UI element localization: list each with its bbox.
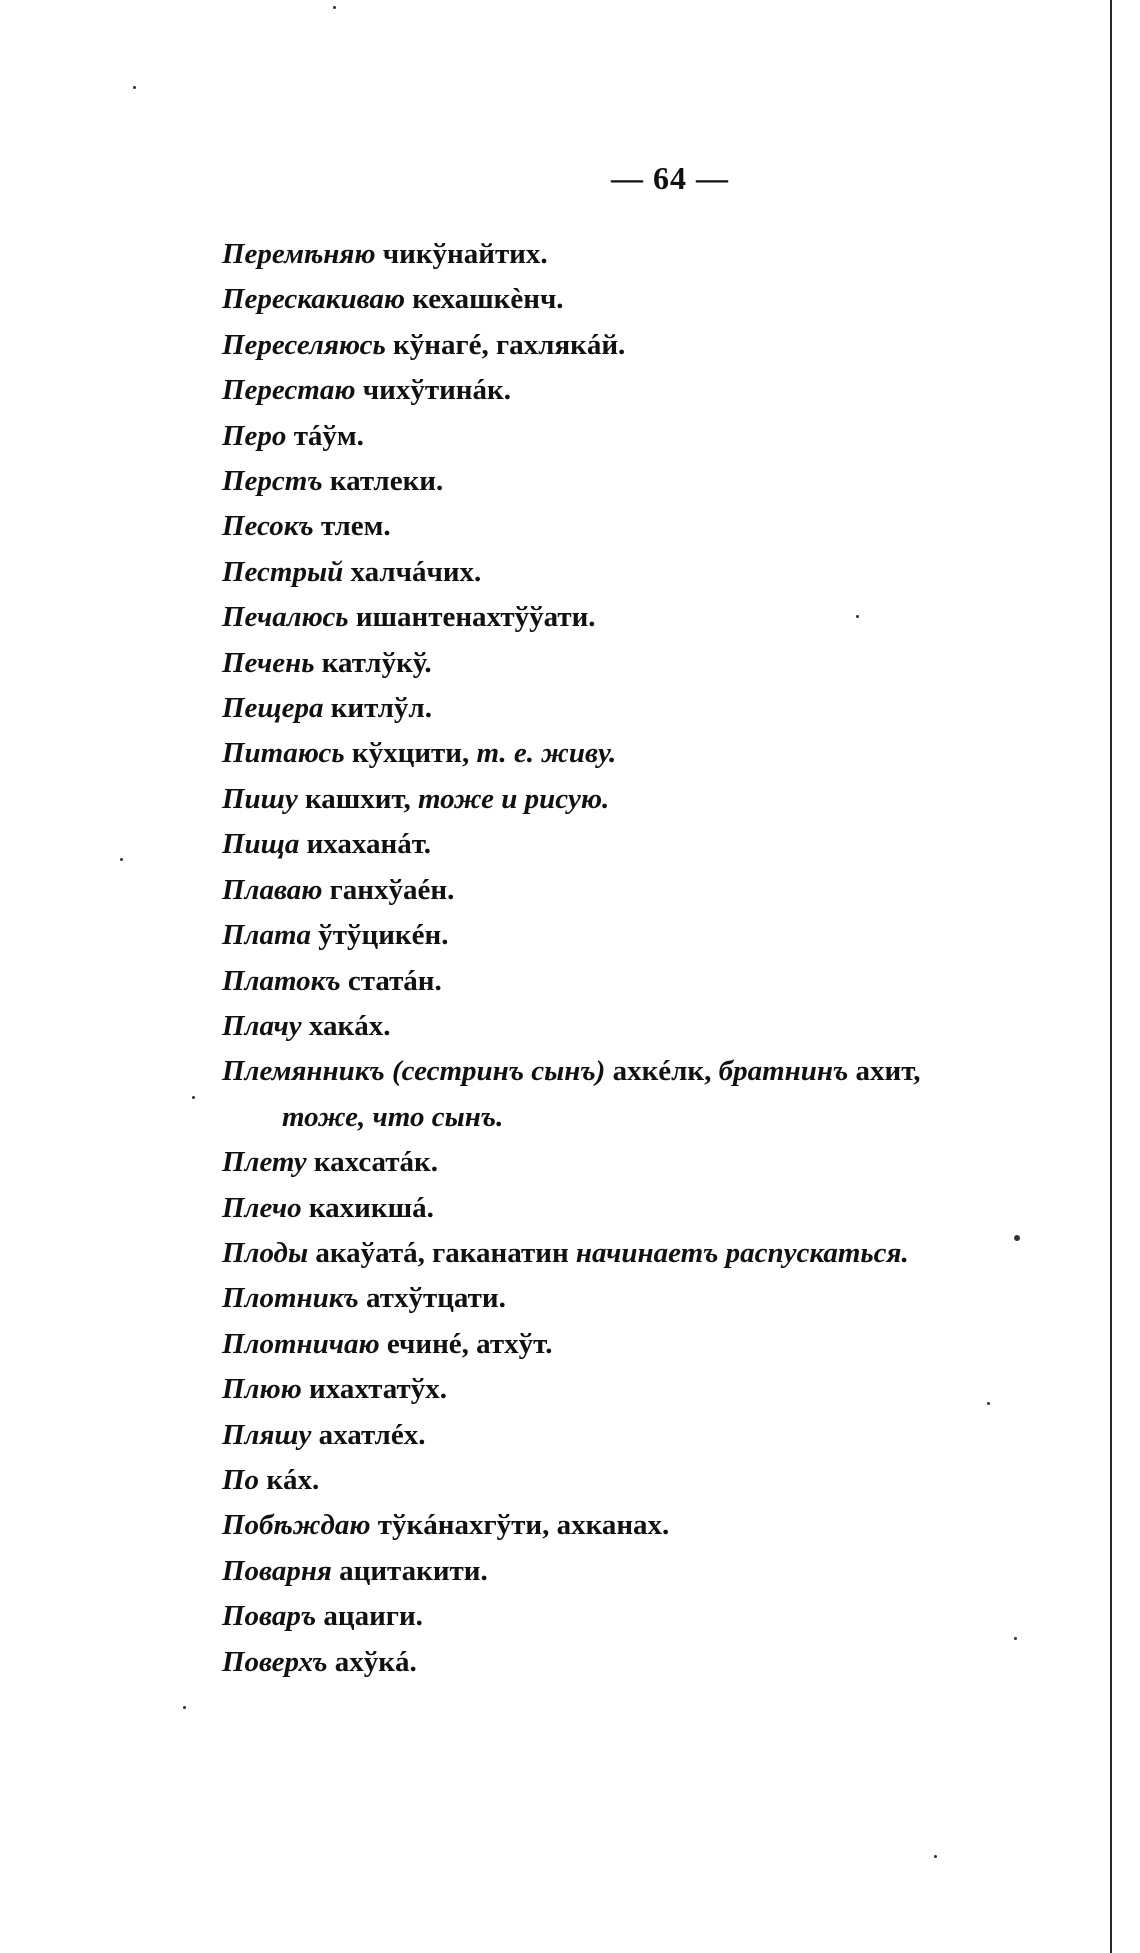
dictionary-entry: [222, 323, 1092, 368]
entry-headword: Печалюсь: [222, 601, 349, 634]
entry-note: братнинъ: [718, 1055, 849, 1088]
entry-translation: кахсатáк.: [306, 1146, 439, 1179]
entry-headword: Поваръ: [222, 1600, 317, 1633]
entry-headword: Пища: [222, 828, 300, 861]
page-edge-line: [1110, 0, 1112, 1953]
dictionary-entry: [222, 1231, 1092, 1276]
dictionary-entry: [222, 1549, 1092, 1594]
page-number: — 64 —: [611, 160, 729, 196]
dictionary-entry: [222, 822, 1092, 867]
entry-translation: ахатлéх.: [311, 1418, 426, 1451]
entry-parenthetical: (сестринъ сынъ): [384, 1055, 606, 1088]
scan-speck: [120, 858, 123, 861]
dictionary-entry: [222, 1140, 1092, 1185]
entry-translation: кашхит,: [297, 782, 418, 815]
dictionary-entry: [222, 232, 1092, 277]
dictionary-entry: [222, 504, 1092, 549]
entry-headword: Песокъ: [222, 510, 314, 543]
entry-translation: тáўм.: [286, 419, 364, 452]
dictionary-entry: [222, 595, 1092, 640]
entry-translation: ганхўаéн.: [322, 873, 455, 906]
entry-translation: ахўкá.: [327, 1645, 417, 1678]
dictionary-entry: [222, 1276, 1092, 1321]
entry-headword: Перо: [222, 419, 287, 452]
entry-headword: Плачу: [222, 1009, 302, 1042]
dictionary-entry: [222, 1004, 1092, 1049]
entry-note: т. е. живу.: [476, 737, 617, 770]
dictionary-entry: [222, 368, 1092, 413]
entry-headword: Плата: [222, 919, 311, 952]
dictionary-entry: [222, 1322, 1092, 1367]
entry-translation: ахкéлк,: [605, 1055, 719, 1088]
dictionary-entry: [222, 686, 1092, 731]
dictionary-entry: [222, 1095, 1092, 1140]
entry-headword: По: [222, 1463, 260, 1496]
entry-translation: халчáчих.: [343, 555, 482, 588]
entry-translation: ихахтатўх.: [301, 1373, 447, 1406]
entry-headword: Платокъ: [222, 964, 341, 997]
entry-translation: катлеки.: [322, 465, 444, 498]
scan-speck: [192, 1096, 195, 1099]
entry-headword: Перемѣняю: [222, 238, 376, 270]
dictionary-entry: [222, 777, 1092, 822]
entry-headword: Пишу: [222, 782, 298, 815]
scan-speck: [333, 6, 336, 9]
entry-translation: ўтўцикéн.: [311, 919, 449, 952]
scan-speck: [183, 1706, 186, 1709]
dictionary-entry: [222, 1458, 1092, 1503]
scan-speck: [934, 1855, 937, 1858]
entry-note: тоже, что сынъ.: [282, 1100, 504, 1133]
dictionary-entry: [222, 1367, 1092, 1412]
dictionary-entry: [222, 913, 1092, 958]
scan-speck: [1014, 1637, 1017, 1640]
entry-translation: атхўтцати.: [358, 1282, 506, 1315]
dictionary-entries: [222, 232, 1092, 1685]
dictionary-entry: [222, 1049, 1092, 1094]
entry-translation: кахикшá.: [301, 1191, 434, 1224]
entry-translation: акаўатá, гаканатин: [308, 1236, 576, 1269]
dictionary-entry: [222, 731, 1092, 776]
dictionary-entry: [222, 868, 1092, 913]
entry-headword: Переселяюсь: [222, 328, 386, 361]
entry-headword: Питаюсь: [222, 737, 345, 770]
entry-translation: ацитакити.: [331, 1554, 488, 1587]
entry-translation: ацаиги.: [316, 1600, 423, 1633]
scan-speck: [1014, 1235, 1020, 1241]
entry-headword: Побѣждаю: [222, 1509, 371, 1542]
dictionary-entry: [222, 959, 1092, 1004]
entry-translation: ихаханáт.: [299, 828, 432, 861]
entry-headword: Пестрый: [222, 555, 344, 588]
entry-translation: тлем.: [313, 510, 391, 543]
entry-translation: катлўкў.: [314, 646, 432, 679]
entry-headword: Пещера: [222, 692, 324, 725]
entry-translation: хакáх.: [301, 1009, 391, 1042]
entry-headword: Перескакиваю: [222, 283, 406, 316]
entry-headword: Плоды: [222, 1236, 309, 1269]
dictionary-entry: [222, 1594, 1092, 1639]
entry-headword: Пляшу: [222, 1418, 312, 1451]
entry-headword: Плотникъ: [222, 1282, 359, 1315]
entry-headword: Племянникъ: [222, 1055, 385, 1088]
entry-headword: Поверхъ: [222, 1645, 328, 1678]
entry-headword: Поварня: [222, 1554, 332, 1587]
entry-translation: китлўл.: [323, 692, 432, 725]
entry-headword: Плотничаю: [222, 1327, 380, 1360]
entry-translation: чикўнайтих.: [375, 238, 548, 270]
entry-translation: тўкáнахгўти, ахканах.: [370, 1509, 670, 1542]
entry-note: начинаетъ распускаться.: [575, 1236, 909, 1269]
entry-headword: Печень: [222, 646, 315, 679]
scan-speck: [856, 615, 859, 618]
entry-translation-extra: ахит,: [848, 1055, 921, 1088]
entry-translation: кўхцити,: [344, 737, 477, 770]
scan-speck: [133, 86, 136, 89]
entry-headword: Перстъ: [222, 465, 323, 498]
entry-translation: ечинé, атхўт.: [379, 1327, 553, 1360]
dictionary-entry: [222, 459, 1092, 504]
entry-translation: ишантенахтўўати.: [348, 601, 596, 634]
entry-translation: кўнагé, гахлякáй.: [385, 328, 626, 361]
dictionary-entry: [222, 277, 1092, 322]
entry-headword: Плету: [222, 1146, 307, 1179]
entry-headword: Плечо: [222, 1191, 302, 1224]
dictionary-entry: [222, 1640, 1092, 1685]
dictionary-entry: [222, 1186, 1092, 1231]
entry-translation: чихўтинáк.: [355, 374, 511, 407]
entry-headword: Перестаю: [222, 374, 356, 407]
entry-translation: кáх.: [259, 1463, 320, 1496]
entry-translation: статáн.: [340, 964, 442, 997]
entry-translation: кехашкѐнч.: [405, 283, 564, 316]
dictionary-entry: [222, 1503, 1092, 1548]
dictionary-entry: [222, 1413, 1092, 1458]
dictionary-entry: [222, 641, 1092, 686]
entry-headword: Плаваю: [222, 873, 323, 906]
entry-note: тоже и рисую.: [418, 782, 610, 815]
entry-headword: Плюю: [222, 1373, 302, 1406]
scan-speck: [987, 1402, 990, 1405]
dictionary-entry: [222, 550, 1092, 595]
dictionary-entry: [222, 414, 1092, 459]
